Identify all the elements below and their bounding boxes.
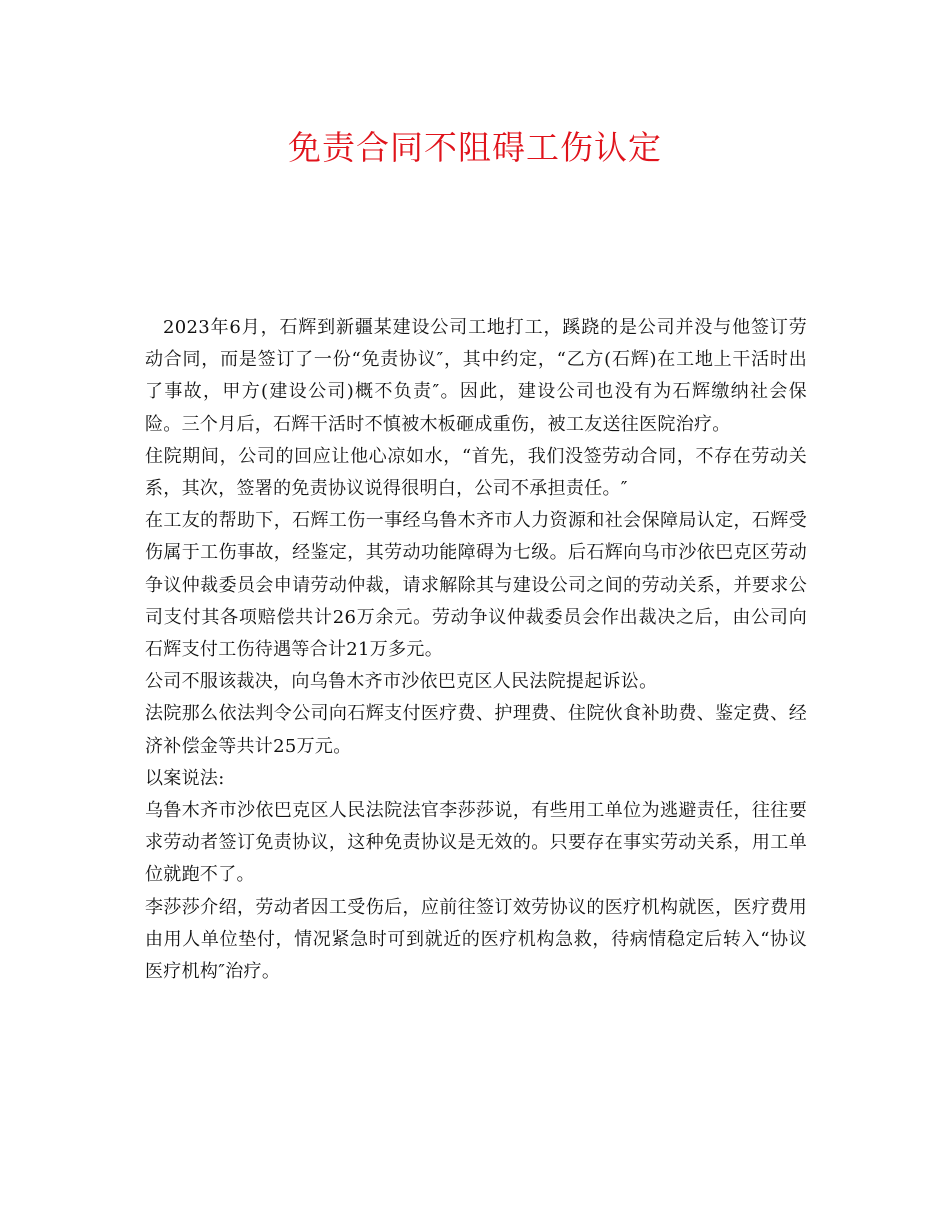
section-heading: 以案说法:: [145, 767, 225, 789]
paragraph-5: 法院那么依法判令公司向石辉支付医疗费、护理费、住院伙食补助费、鉴定费、经济补偿金等共计25万元。: [145, 703, 807, 757]
paragraph-2: 住院期间，公司的回应让他心凉如水，“首先，我们没签劳动合同，不存在劳动关系，其次，签署的免责协议说得很明白，公司不承担责任。″: [145, 445, 807, 500]
paragraph-6: 乌鲁木齐市沙依巴克区人民法院法官李莎莎说，有些用工单位为逃避责任，往往要求劳动者签订免责协议，这种免责协议是无效的。只要存在事实劳动关系，用工单位就跑不了。: [145, 800, 807, 886]
paragraph-3: 在工友的帮助下，石辉工伤一事经乌鲁木齐市人力资源和社会保障局认定，石辉受伤属于工伤事故，经鉴定，其劳动功能障碍为七级。后石辉向乌市沙依巴克区劳动争议仲裁委员会申请劳动仲裁，请求解除其与建设公司之间的劳动关系，并要求公司支付其各项赔偿共计26万余元。劳动争议仲裁委员会作出裁决之后，由公司向石辉支付工伤待遇等合计21万多元。: [145, 510, 807, 661]
paragraph-7: 李莎莎介绍，劳动者因工受伤后，应前往签订效劳协议的医疗机构就医，医疗费用由用人单位垫付，情况紧急时可到就近的医疗机构急救，待病情稳定后转入“协议医疗机构″治疗。: [145, 896, 807, 983]
document-title: 免责合同不阻碍工伤认定: [288, 128, 662, 167]
paragraph-4: 公司不服该裁决，向乌鲁木齐市沙依巴克区人民法院提起诉讼。: [145, 671, 658, 693]
document-body: [145, 312, 807, 988]
paragraph-1: 2023年6月，石辉到新疆某建设公司工地打工，蹊跷的是公司并没与他签订劳动合同，而是签订了一份“免责协议″，其中约定，“乙方(石辉)在工地上干活时出了事故，甲方(建设公司)概不负责″。因此，建设公司也没有为石辉缴纳社会保险。三个月后，石辉干活时不慎被木板砸成重伤，被工友送往医院治疗。: [145, 317, 807, 435]
